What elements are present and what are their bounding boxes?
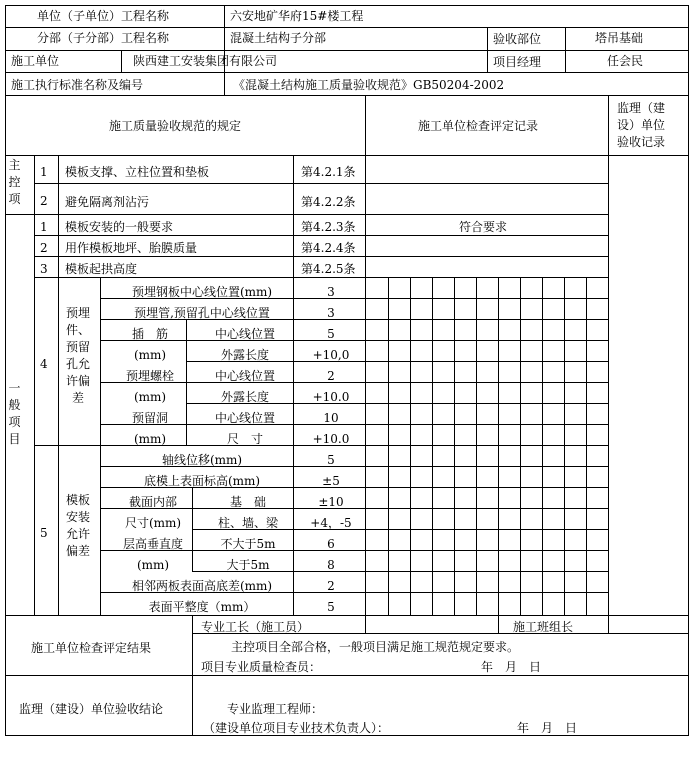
main-item-ref: 第4.2.1条 bbox=[301, 165, 356, 179]
grid-line bbox=[34, 235, 609, 236]
group5-label: 模板安装允许偏差 bbox=[65, 493, 90, 558]
owner-representative-label: （建设单位项目专业技术负责人）： bbox=[203, 721, 390, 735]
grid-line bbox=[34, 155, 35, 616]
acceptance-conclusion-label: 监理（建设）单位验收结论 bbox=[19, 702, 164, 716]
general-item-text: 用作模板地坪、胎膜质量 bbox=[65, 241, 198, 255]
main-item-text: 模板支撑、立柱位置和垫板 bbox=[65, 165, 210, 179]
group4-unit: (mm) bbox=[133, 348, 167, 362]
main-item-no: 2 bbox=[40, 194, 48, 208]
division-name-value: 混凝土结构子分部 bbox=[230, 31, 327, 45]
group4-unit: (mm) bbox=[133, 390, 167, 404]
grid-line bbox=[564, 277, 565, 616]
grid-line bbox=[542, 277, 543, 616]
supervisor-column-header: 监理（建设）单位验收记录 bbox=[616, 101, 665, 149]
group5-item: 底模上表面标高(mm) bbox=[143, 474, 261, 488]
group4-item: 预埋钢板中心线位置(mm) bbox=[131, 285, 273, 299]
group5-subitem: 基 础 bbox=[229, 495, 266, 509]
grid-line bbox=[388, 277, 389, 616]
standard-value: 《混凝土结构施工质量验收规范》GB50204-2002 bbox=[233, 78, 505, 92]
group4-item: 插 筋 bbox=[131, 327, 168, 341]
general-item-no: 1 bbox=[40, 220, 48, 234]
group4-value: +10.0 bbox=[312, 390, 350, 404]
group4-item: 预埋螺栓 bbox=[125, 369, 174, 383]
group5-no: 5 bbox=[40, 526, 48, 540]
grid-line bbox=[293, 155, 294, 278]
group5-value: 5 bbox=[327, 453, 335, 467]
group4-subitem: 中心线位置 bbox=[214, 327, 275, 341]
division-name-label: 分部（子分部）工程名称 bbox=[37, 31, 170, 45]
group4-item: 预留洞 bbox=[131, 411, 168, 425]
grid-line bbox=[365, 95, 366, 616]
group4-value: 3 bbox=[327, 285, 335, 299]
inspection-part-label: 验收部位 bbox=[493, 32, 542, 46]
project-name-value: 六安地矿华府15#楼工程 bbox=[230, 9, 364, 23]
group5-value: +4，-5 bbox=[310, 516, 352, 530]
grid-line bbox=[100, 277, 101, 616]
main-item-ref: 第4.2.2条 bbox=[301, 195, 356, 209]
team-leader-label: 施工班组长 bbox=[513, 620, 574, 634]
grid-line bbox=[688, 5, 689, 736]
project-manager-label: 项目经理 bbox=[493, 55, 542, 69]
group4-no: 4 bbox=[40, 357, 48, 371]
spec-column-header: 施工质量验收规范的规定 bbox=[109, 119, 242, 133]
project-name-label: 单位（子单位）工程名称 bbox=[37, 9, 170, 23]
group4-item: 预埋管,预留孔中心线位置 bbox=[134, 306, 270, 320]
supervising-engineer-label: 专业监理工程师： bbox=[227, 702, 324, 716]
grid-line bbox=[5, 27, 689, 28]
group4-value: 5 bbox=[327, 327, 335, 341]
grid-line bbox=[224, 5, 225, 96]
grid-line bbox=[608, 615, 609, 634]
grid-line bbox=[5, 214, 609, 215]
grid-line bbox=[498, 615, 499, 634]
grid-line bbox=[5, 72, 689, 73]
group4-subitem: 尺 寸 bbox=[226, 432, 263, 446]
group4-value: 2 bbox=[327, 369, 335, 383]
group5-value: 2 bbox=[327, 579, 335, 593]
grid-line bbox=[5, 155, 366, 156]
grid-line bbox=[34, 183, 609, 184]
grid-line bbox=[410, 277, 411, 616]
inspection-part-value: 塔吊基础 bbox=[595, 31, 644, 45]
grid-line bbox=[432, 277, 433, 616]
inspection-form bbox=[5, 5, 689, 736]
group4-unit: (mm) bbox=[133, 432, 167, 446]
group5-item: 尺寸(mm) bbox=[124, 516, 182, 530]
grid-line bbox=[5, 95, 689, 96]
foreman-label: 专业工长（施工员） bbox=[201, 620, 310, 634]
grid-line bbox=[5, 735, 689, 736]
group5-item: 轴线位移(mm) bbox=[161, 453, 243, 467]
main-control-label: 主控项 bbox=[8, 158, 21, 206]
grid-line bbox=[5, 615, 689, 616]
grid-line bbox=[565, 27, 566, 73]
grid-line bbox=[476, 277, 477, 616]
group5-item: 相邻两板表面高底差(mm) bbox=[131, 579, 273, 593]
group5-subitem: 不大于5m bbox=[220, 537, 276, 551]
group5-item: (mm) bbox=[136, 558, 170, 572]
group4-value: 10 bbox=[323, 411, 339, 425]
main-item-text: 避免隔离剂沾污 bbox=[65, 195, 150, 209]
group5-subitem: 大于5m bbox=[226, 558, 270, 572]
standard-label: 施工执行标准名称及编号 bbox=[11, 78, 144, 92]
group4-value: +10.0 bbox=[312, 432, 350, 446]
grid-line bbox=[5, 675, 689, 676]
general-item-no: 2 bbox=[40, 241, 48, 255]
grid-line bbox=[34, 277, 609, 278]
grid-line bbox=[487, 27, 488, 73]
general-item-no: 3 bbox=[40, 262, 48, 276]
general-items-label: 一般项目 bbox=[8, 381, 21, 446]
conclusion-date: 年 月 日 bbox=[517, 721, 578, 735]
check-result-text: 主控项目全部合格，一般项目满足施工规范规定要求。 bbox=[231, 640, 520, 654]
project-manager-value: 任会民 bbox=[607, 54, 644, 68]
grid-line bbox=[34, 256, 609, 257]
general-item-text: 模板起拱高度 bbox=[65, 262, 138, 276]
grid-line bbox=[5, 5, 6, 736]
grid-line bbox=[5, 50, 689, 51]
contractor-label: 施工单位 bbox=[11, 54, 60, 68]
group5-value: 5 bbox=[327, 600, 335, 614]
record-column-header: 施工单位检查评定记录 bbox=[418, 119, 539, 133]
result-date: 年 月 日 bbox=[481, 660, 542, 674]
group5-subitem: 柱、墙、梁 bbox=[217, 516, 278, 530]
group4-value: 3 bbox=[327, 306, 335, 320]
group4-label: 预埋件、预留孔允许偏差 bbox=[65, 306, 90, 405]
grid-line bbox=[121, 50, 122, 73]
general-item-result: 符合要求 bbox=[459, 220, 508, 234]
group4-subitem: 中心线位置 bbox=[214, 369, 275, 383]
general-item-ref: 第4.2.3条 bbox=[301, 220, 356, 234]
grid-line bbox=[58, 155, 59, 616]
group5-value: 8 bbox=[327, 558, 335, 572]
group5-item: 表面平整度（mm） bbox=[148, 600, 256, 614]
group4-subitem: 外露长度 bbox=[220, 390, 269, 404]
grid-line bbox=[520, 277, 521, 616]
group5-item: 层高垂直度 bbox=[122, 537, 183, 551]
grid-line bbox=[5, 5, 689, 6]
group5-value: ±10 bbox=[318, 495, 344, 509]
grid-line bbox=[365, 615, 366, 634]
group5-value: 6 bbox=[327, 537, 335, 551]
group5-value: ±5 bbox=[322, 474, 340, 488]
quality-inspector-label: 项目专业质量检查员： bbox=[201, 660, 322, 674]
group4-subitem: 外露长度 bbox=[220, 348, 269, 362]
main-item-no: 1 bbox=[40, 165, 48, 179]
grid-line bbox=[586, 277, 587, 616]
group4-value: +10,0 bbox=[312, 348, 350, 362]
check-result-label: 施工单位检查评定结果 bbox=[31, 641, 152, 655]
grid-line bbox=[454, 277, 455, 616]
grid-line bbox=[608, 95, 609, 616]
general-item-ref: 第4.2.5条 bbox=[301, 262, 356, 276]
general-item-text: 模板安装的一般要求 bbox=[65, 220, 174, 234]
group5-item: 截面内部 bbox=[128, 495, 177, 509]
group4-subitem: 中心线位置 bbox=[214, 411, 275, 425]
contractor-value: 陕西建工安装集团有限公司 bbox=[133, 54, 278, 68]
grid-line bbox=[498, 277, 499, 616]
general-item-ref: 第4.2.4条 bbox=[301, 241, 356, 255]
